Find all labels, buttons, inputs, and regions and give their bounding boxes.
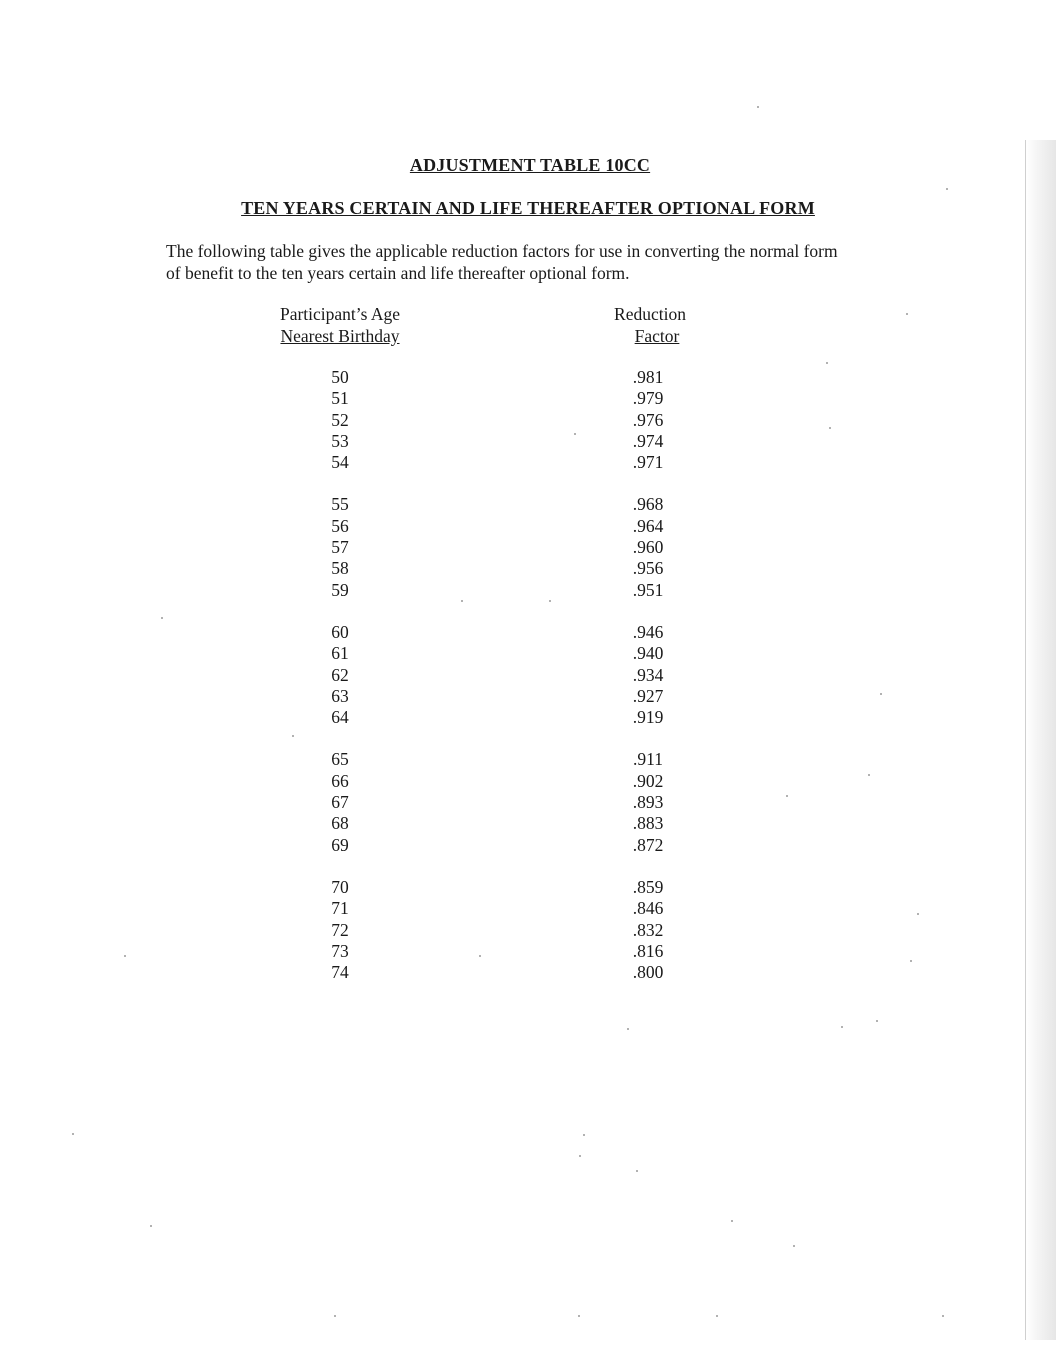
scan-speck [793, 1245, 795, 1247]
factor-cell: .919 [632, 707, 664, 728]
table-group [0, 749, 1056, 855]
table-group [0, 622, 1056, 728]
factor-cell: .979 [632, 388, 664, 409]
table-row [0, 941, 1056, 962]
scan-speck [942, 1315, 944, 1317]
factor-cell: .946 [632, 621, 664, 642]
age-cell: 64 [331, 707, 349, 728]
factor-cell: .832 [632, 919, 664, 940]
table-row [0, 580, 1056, 601]
age-cell: 68 [331, 813, 349, 834]
factor-cell: .976 [632, 409, 664, 430]
age-cell: 59 [331, 579, 349, 600]
table-group [0, 494, 1056, 600]
age-header-line: Participant’s Age [279, 304, 401, 324]
table-row [0, 367, 1056, 388]
scan-speck [910, 960, 912, 962]
age-cell: 70 [331, 876, 349, 897]
scan-speck [868, 774, 870, 776]
factor-cell: .968 [632, 494, 664, 515]
scan-speck [479, 955, 481, 957]
age-cell: 56 [331, 515, 349, 536]
table-row [0, 707, 1056, 728]
factor-cell: .960 [632, 537, 664, 558]
age-cell: 71 [331, 898, 349, 919]
reduction-table [0, 367, 1056, 1004]
scan-speck [627, 1028, 629, 1030]
age-cell: 51 [331, 388, 349, 409]
age-cell: 62 [331, 664, 349, 685]
factor-cell: .859 [632, 876, 664, 897]
factor-cell: .846 [632, 898, 664, 919]
age-cell: 50 [331, 367, 349, 387]
scan-speck [829, 427, 831, 429]
table-row [0, 388, 1056, 409]
intro-line: of benefit to the ten years certain and life thereafter optional form. [166, 263, 630, 283]
age-cell: 53 [331, 430, 349, 451]
age-cell: 67 [331, 792, 349, 813]
scan-speck [876, 1020, 878, 1022]
age-cell: 52 [331, 409, 349, 430]
page-title: ADJUSTMENT TABLE 10CC [409, 155, 651, 175]
table-group [0, 367, 1056, 473]
table-row [0, 494, 1056, 515]
scan-speck [583, 1134, 585, 1136]
scan-speck [334, 1315, 336, 1317]
factor-cell: .911 [633, 749, 663, 770]
table-row [0, 686, 1056, 707]
factor-cell: .974 [632, 430, 664, 451]
table-row [0, 410, 1056, 431]
table-row [0, 877, 1056, 898]
scan-speck [917, 913, 919, 915]
scan-speck [161, 617, 163, 619]
factor-cell: .956 [632, 558, 664, 579]
scan-speck [461, 600, 463, 602]
table-row [0, 962, 1056, 983]
factor-cell: .940 [632, 643, 664, 664]
table-row [0, 558, 1056, 579]
scan-speck [72, 1133, 74, 1135]
age-cell: 69 [331, 834, 349, 855]
scan-speck [579, 1155, 581, 1157]
intro-paragraph [166, 240, 896, 284]
age-cell: 66 [331, 770, 349, 791]
table-row [0, 813, 1056, 834]
age-cell: 63 [331, 685, 349, 706]
table-row [0, 771, 1056, 792]
scan-speck [880, 693, 882, 695]
factor-cell: .893 [632, 792, 664, 813]
scan-speck [574, 433, 576, 435]
factor-cell: .964 [632, 515, 664, 536]
age-cell: 54 [331, 452, 349, 473]
scan-speck [124, 955, 126, 957]
factor-cell: .927 [632, 685, 664, 706]
factor-cell: .872 [632, 834, 664, 855]
age-cell: 61 [331, 643, 349, 664]
factor-cell: .951 [632, 579, 664, 600]
age-cell: 73 [331, 940, 349, 961]
scan-speck [906, 313, 908, 315]
page-subtitle: TEN YEARS CERTAIN AND LIFE THEREAFTER OPTIONAL FORM [241, 198, 815, 218]
age-cell: 55 [331, 494, 349, 515]
scan-speck [636, 1170, 638, 1172]
factor-cell: .800 [632, 962, 664, 983]
scan-speck [716, 1315, 718, 1317]
scan-speck [292, 735, 294, 737]
scan-speck [841, 1026, 843, 1028]
table-row [0, 622, 1056, 643]
factor-cell: .981 [632, 367, 664, 387]
scan-speck [826, 362, 828, 364]
factor-cell: .934 [632, 664, 664, 685]
table-row [0, 452, 1056, 473]
table-row [0, 898, 1056, 919]
factor-cell: .902 [632, 770, 664, 791]
table-row [0, 665, 1056, 686]
table-row [0, 749, 1056, 770]
table-row [0, 920, 1056, 941]
age-cell: 65 [331, 749, 349, 770]
age-cell: 60 [331, 621, 349, 642]
table-row [0, 792, 1056, 813]
factor-cell: .971 [632, 452, 664, 473]
age-header-line: Nearest Birthday [280, 326, 400, 346]
scan-speck [786, 795, 788, 797]
age-cell: 72 [331, 919, 349, 940]
table-group [0, 877, 1056, 983]
scan-speck [150, 1225, 152, 1227]
scan-speck [578, 1315, 580, 1317]
age-column-header [250, 303, 430, 347]
scan-speck [731, 1220, 733, 1222]
scan-speck [549, 600, 551, 602]
age-cell: 74 [331, 962, 349, 983]
table-row [0, 516, 1056, 537]
table-row [0, 835, 1056, 856]
table-row [0, 431, 1056, 452]
table-row [0, 537, 1056, 558]
age-cell: 58 [331, 558, 349, 579]
factor-header-line: Factor [634, 326, 680, 346]
factor-cell: .816 [632, 940, 664, 961]
factor-header-line: Reduction [614, 304, 686, 324]
factor-cell: .883 [632, 813, 664, 834]
scan-speck [757, 106, 759, 108]
age-cell: 57 [331, 537, 349, 558]
table-row [0, 643, 1056, 664]
intro-line: The following table gives the applicable reduction factors for use in converting the normal form [166, 241, 838, 261]
scan-speck [946, 188, 948, 190]
factor-column-header [580, 303, 720, 347]
